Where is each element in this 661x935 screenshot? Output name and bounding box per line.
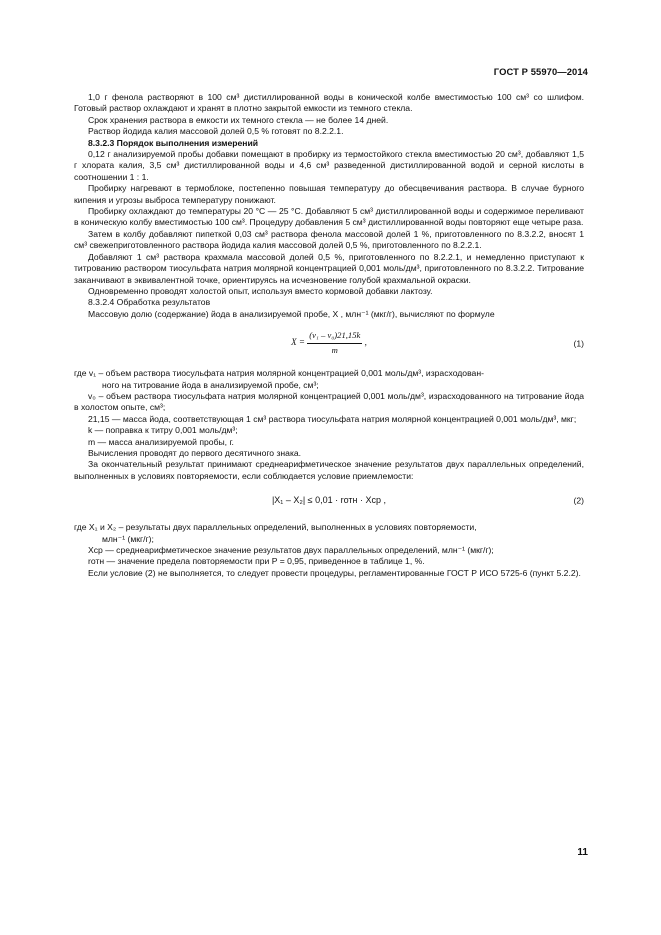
paragraph: 0,12 г анализируемой пробы добавки помещают в пробирку из термостойкого стекла вместимостью 20 см³, добавляют 1,5 г хлората калия, 3,5 см³ дистиллированной воды и 4,6 см³ разведенной дистиллированной водой и серной кислоты в соотношении 1 : 1. [74, 149, 584, 182]
page-number: 11 [577, 847, 588, 858]
paragraph: Добавляют 1 см³ раствора крахмала массовой долей 0,5 %, приготовленного по 8.2.2.1, и немедленно приступают к титрованию раствором тиосульфата натрия молярной концентрацией 0,001 моль/дм³, приготовленного по 8.3.2.2. Титрование заканчивают в эквивалентной точке, ориентируясь на исчезновение голубой крахмальной окраски. [74, 251, 584, 285]
where-constant: 21,15 — масса йода, соответствующая 1 см³ раствора тиосульфата натрия молярной концентрацией 0,001 моль/дм³, мкг; [88, 413, 577, 424]
formula-1-denominator: m [331, 344, 338, 355]
where-v1: где v₁ – объем раствора тиосульфата натрия молярной концентрацией 0,001 моль/дм³, израсходован- [74, 368, 484, 379]
where-xcp: Xср — среднеарифметическое значение результатов двух параллельных определений, млн⁻¹ (мкг/г); [88, 545, 494, 555]
formula-2-number: (2) [573, 495, 584, 506]
section-heading: 8.3.2.3 Порядок выполнения измерений [88, 137, 259, 148]
paragraph: Пробирку нагревают в термоблоке, постепенно повышая температуру до обесцвечивания раствора. В случае бурного кипения и угрозы выброса температуру понижают. [74, 183, 584, 205]
paragraph: Пробирку охлаждают до температуры 20 °С — 25 °С. Добавляют 5 см³ дистиллированной воды и содержимое переливают в коническую колбу вместимостью 100 см³. Процедуру добавления 5 см³ дистиллированной воды повторяют еще четыре раза. [74, 206, 584, 228]
paragraph: Срок хранения раствора в емкости их темного стекла — не более 14 дней. [88, 114, 389, 125]
section-heading: 8.3.2.4 Обработка результатов [88, 297, 211, 308]
where-k: k — поправка к титру 0,001 моль/дм³; [88, 425, 238, 436]
formula-1-tail: , [364, 337, 367, 348]
where-v1-continuation: ного на титрование йода в анализируемой пробе, см³; [102, 379, 319, 390]
formula-1-fraction [307, 330, 362, 356]
document-body [74, 92, 584, 579]
where-v0: v₀ – объем раствора тиосульфата натрия молярной концентрацией 0,001 моль/дм³, израсходованного на титрование йода в холостом опыте, см³; [74, 390, 584, 413]
formula-1-lhs: X = [291, 337, 305, 348]
formula-2 [74, 488, 584, 514]
where-r: rотн — значение предела повторяемости при P = 0,95, приведенное в таблице 1, %. [88, 556, 425, 567]
formula-1 [74, 324, 584, 364]
where-x: где X₁ и X₂ – результаты двух параллельных определений, выполненных в условиях повторяемости, [74, 522, 477, 533]
where-m: m — масса анализируемой пробы, г. [88, 436, 234, 447]
where-x-continuation: млн⁻¹ (мкг/г); [102, 533, 154, 544]
formula-2-expression: |X₁ – X₂| ≤ 0,01 · rотн · Xср , [271, 495, 387, 506]
paragraph: Раствор йодида калия массовой долей 0,5 % готовят по 8.2.2.1. [88, 126, 344, 137]
page-header-standard: ГОСТ Р 55970—2014 [493, 66, 588, 77]
paragraph: Одновременно проводят холостой опыт, используя вместо кормовой добавки лактозу. [88, 285, 433, 296]
formula-1-numerator: (v₁ – v₀)21,15k [307, 330, 362, 343]
formula-1-number: (1) [573, 338, 584, 349]
paragraph: За окончательный результат принимают среднеарифметическое значение результатов двух параллельных определений, выполненных в условиях повторяемости, если соблюдается условие приемлемости: [74, 459, 584, 481]
paragraph: Затем в колбу добавляют пипеткой 0,03 см³ раствора фенола массовой долей 1 %, приготовленного по 8.3.2.2, вносят 1 см³ свежеприготовленного раствора йодида калия массовой долей 0,5 %, приготовленного по 8.2.2.1. [74, 228, 584, 251]
paragraph: Если условие (2) не выполняется, то следует провести процедуры, регламентированные ГОСТ Р ИСО 5725-6 (пункт 5.2.2). [88, 567, 581, 578]
paragraph: Массовую долю (содержание) йода в анализируемой пробе, X , млн⁻¹ (мкг/г), вычисляют по формуле [88, 308, 495, 319]
paragraph: Вычисления проводят до первого десятичного знака. [88, 447, 302, 458]
paragraph: 1,0 г фенола растворяют в 100 см³ дистиллированной воды в конической колбе вместимостью 100 см³ со шлифом. Готовый раствор охлаждают и хранят в плотно закрытой емкости из темного стекла. [74, 92, 584, 114]
